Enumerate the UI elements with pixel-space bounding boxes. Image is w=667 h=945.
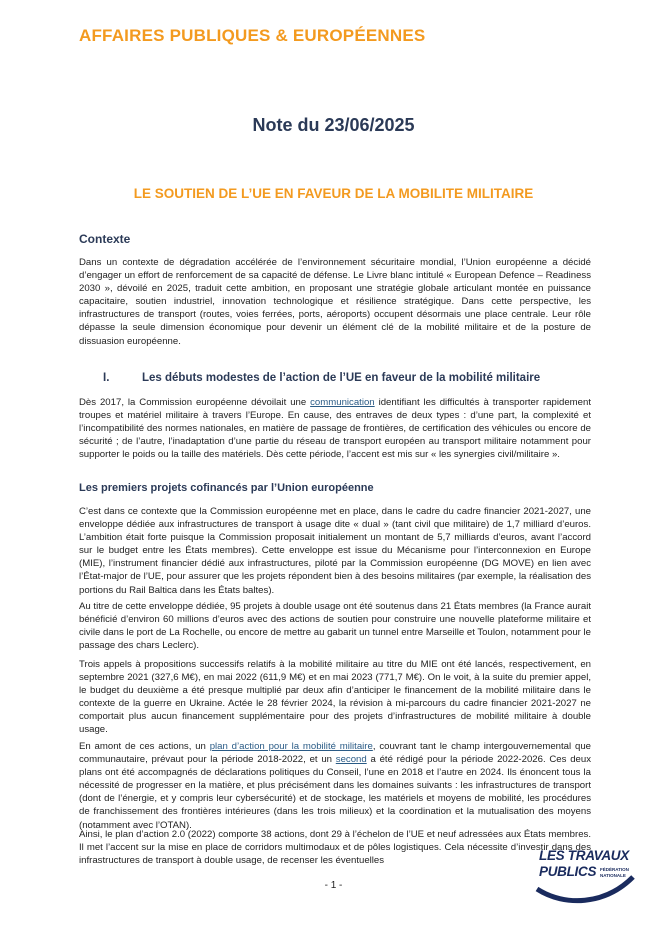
paragraph-appels: Trois appels à propositions successifs relatifs à la mobilité militaire au titre du MIE ont été lancés, respectivement, en septembre 2021 (327,6 M€), en mai 2022 (611,9 M€) et en mai 2023 (771,7 M€). On le voit, à la suite du premier appel, le budget du deuxième a été presque multiplié par deux afin d’anticiper le financement de la mobilité militaire dans le contexte de la guerre en Ukraine. Actée le 28 février 2024, la révision à mi-parcours du cadre financier 2021-2027 ne comportait plus aucun financement supplémentaire pour des projets d’infrastructures de mobilité militaire à double usage. (79, 659, 591, 736)
section-1-number: I. (103, 372, 110, 384)
logo-subtitle (600, 867, 629, 878)
text-run: En amont de ces actions, un (79, 741, 210, 752)
communication-link[interactable]: communication (310, 397, 375, 408)
section-1-title: Les débuts modestes de l’action de l’UE en faveur de la mobilité militaire (142, 372, 541, 384)
document-title: LE SOUTIEN DE L’UE EN FAVEUR DE LA MOBILITE MILITAIRE (133, 186, 534, 201)
paragraph-plan-2: Ainsi, le plan d’action 2.0 (2022) comporte 38 actions, dont 29 à l’échelon de l’UE et neuf adressées aux États membres. Il met l’accent sur la mise en place de corridors multimodaux et de pôles logistiques. Cela nécessite d’investir dans des infrastructures de transport à double usage, de recenser les éventuelles (79, 829, 591, 867)
text-run: Dès 2017, la Commission européenne dévoilait une (79, 397, 311, 408)
ltp-logo (535, 847, 635, 907)
section-1-paragraph (79, 396, 591, 461)
text-run: , couvrant tant le champ intergouvernemental que communautaire, prévaut pour la période 2018-2022, et un (79, 741, 591, 766)
note-date: Note du 23/06/2025 (252, 115, 415, 135)
section-1-heading (103, 372, 540, 384)
contexte-heading: Contexte (79, 232, 131, 246)
section-header: AFFAIRES PUBLIQUES & EUROPÉENNES (79, 26, 426, 45)
contexte-paragraph: Dans un contexte de dégradation accélérée de l’environnement sécuritaire mondial, l’Union européenne a décidé d’engager un effort de renforcement de sa capacité de défense. Le Livre blanc intitulé « European Defence – Readiness 2030 », dévoilé en 2025, traduit cette ambition, en proposant une stratégie globale articulant montée en puissance capacitaire, soutien industriel, innovation technologique et résilience stratégique. Dans cette perspective, les infrastructures de transport (routes, voies ferrées, ports, aéroports) occupent désormais une place centrale. Leur rôle dépasse la seule dimension économique pour devenir un élément clé de la mobilité militaire et de la posture de dissuasion européenne. (79, 257, 591, 347)
subsection-heading: Les premiers projets cofinancés par l’Union européenne (79, 482, 374, 494)
paragraph-enveloppe: C’est dans ce contexte que la Commission européenne met en place, dans le cadre du cadre financier 2021-2027, une enveloppe dédiée aux infrastructures de transport à usage dite « dual » (tant civil que militaire) de 1,7 milliard d’euros. L’ambition était forte puisque la Commission proposait initialement un montant de 5,7 milliards d’euros, avant l’accord sur le budget entre les États membres). Cette enveloppe est issue du Mécanisme pour l’interconnexion en Europe (MIE), l’instrument financier dédié aux infrastructures, piloté par la Commission européenne (DG MOVE) en lien avec l’État-major de l’UE, pour assurer que les projets répondent bien à des besoins militaires (par exemple, la réalisation des portions du Rail Baltica dans les États baltes). (79, 506, 591, 596)
plan-action-link[interactable]: plan d’action pour la mobilité militaire (209, 741, 373, 752)
second-plan-link[interactable]: second (335, 754, 367, 766)
text-run: identifiant les difficultés à transporter rapidement troupes et matériel militaire à travers l’Europe. En cause, des entraves de deux types : d’une part, la complexité et l’incompatibilité des normes nationales, en matière de passage de frontières, de certification des véhicules ou encore de sécurité ; de l’autre, l’inadaptation d’une partie du réseau de transport européen au transport militaire notamment pour supporter le poids ou la taille des matériels. Dès cette période, l’accent est mis sur « les synergies civil/militaire ». (79, 397, 592, 461)
logo-text-line2: PUBLICS (539, 864, 597, 879)
page-number: - 1 - (324, 880, 343, 891)
logo-text-line1: LES TRAVAUX (539, 848, 629, 863)
logo-subtitle-line1: FÉDÉRATION (600, 867, 629, 872)
logo-subtitle-line2: NATIONALE (600, 872, 626, 878)
paragraph-plans (79, 740, 591, 832)
text-run: a été rédigé pour la période 2022-2026. Ces deux plans ont été accompagnés de déclarations politiques du Conseil, l’une en 2018 et l’autre en 2024. Ils énoncent tous la nécessité de progresser en la matière, et plus précisément dans les domaines suivants : les infrastructures de transport (dont de l’énergie, et y compris leur cybersécurité) et de stockage, les matériels et moyens de mobilité, les procédures de franchissement des frontières intérieures (dans les trois milieux) et la coordination et la mutualisation des moyens (notamment avec l’OTAN). (79, 754, 591, 831)
paragraph-projets: Au titre de cette enveloppe dédiée, 95 projets à double usage ont été soutenus dans 21 États membres (la France aurait bénéficié d’environ 60 millions d’euros avec des actions de soutien pour construire une nouvelle plateforme militaire et civile dans le port de La Rochelle, ou encore de mettre au gabarit un tunnel entre Marseille et Toulon, notamment pour le passage des chars Leclerc). (79, 601, 591, 652)
